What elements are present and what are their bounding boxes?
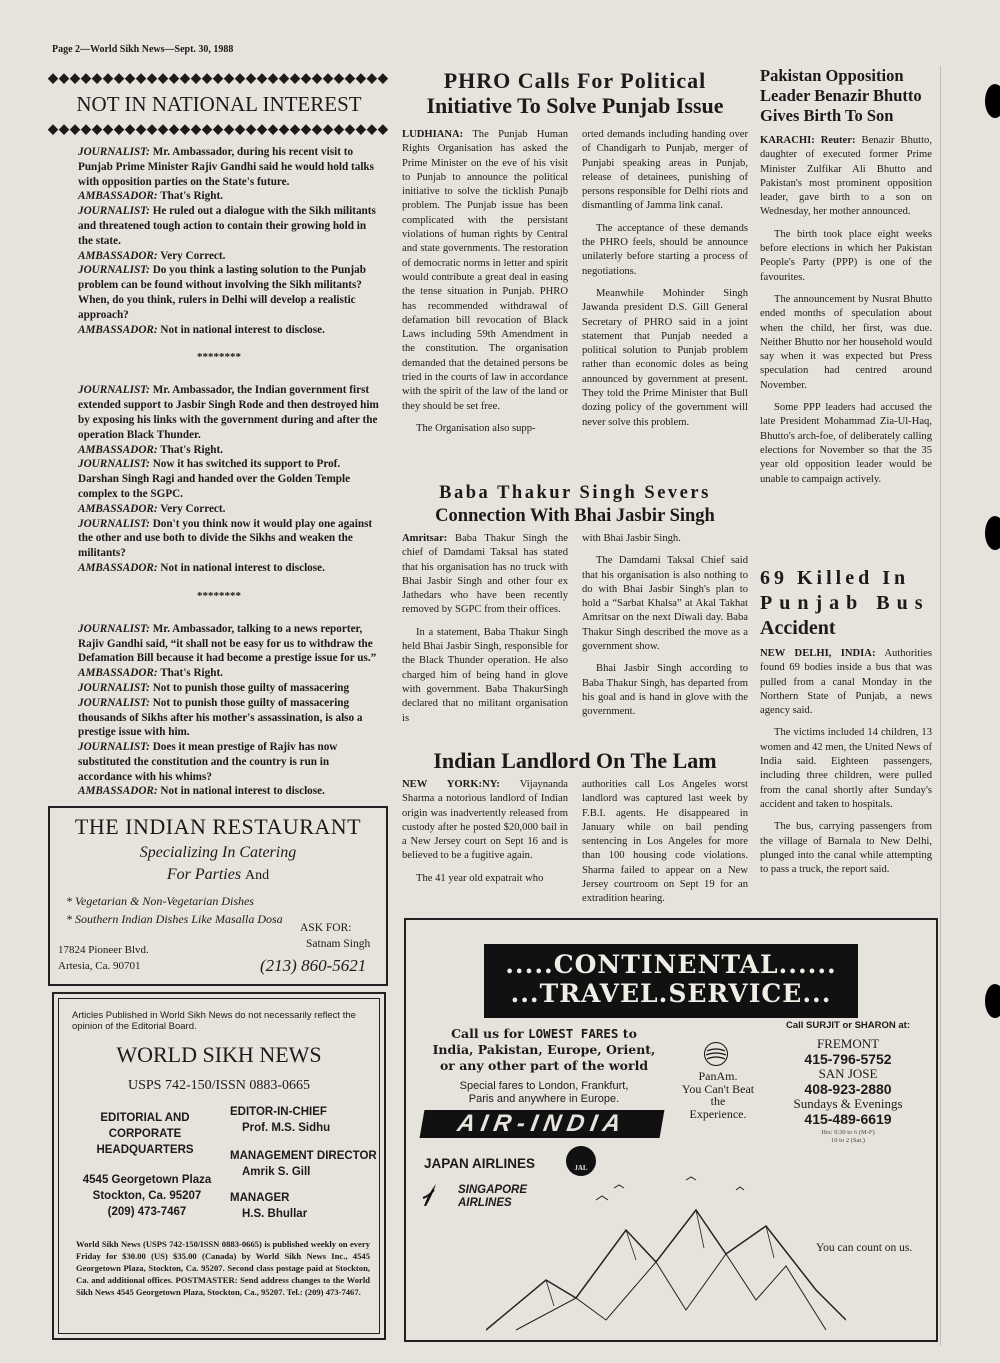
interview-line <box>78 383 382 442</box>
speech: Not in national interest to disclose. <box>157 561 325 574</box>
interview-line <box>78 561 382 576</box>
speech: Don't you think now it would play one against the other and use both to divide the Sikhs and weaken the militants? <box>78 517 373 560</box>
restaurant-item: * Vegetarian & Non-Vegetarian Dishes <box>66 894 254 908</box>
speech: That's Right. <box>157 190 223 203</box>
landlord-col-2 <box>582 778 748 915</box>
paragraph: The Damdami Taksal Chief said that his organisation is also nothing to do with Bhai Jasbir Singh's plan to hold a “Sarbat Khalsa” at Akal Takhat Amritsar on the next Diwali day. Baba Thakur Singh described the move as a government show. <box>582 555 748 653</box>
interview-title: NOT IN NATIONAL INTEREST <box>76 92 362 116</box>
speaker: JOURNALIST: <box>78 384 150 397</box>
hours <box>774 1129 922 1145</box>
paragraph: Authorities found 69 bodies inside a bus that was pulled from a canal Monday in the Northern State of Punjab, a news agency said. <box>760 648 933 717</box>
phone-number: 415-489-6619 <box>804 1111 892 1127</box>
phone-number: 415-796-5752 <box>804 1051 892 1067</box>
speaker: JOURNALIST: <box>78 146 150 158</box>
interview-line <box>78 740 382 784</box>
dateline: LUDHIANA: <box>402 129 464 140</box>
ask-for: ASK FOR: <box>300 922 352 934</box>
panam-globe-svg <box>705 1043 727 1065</box>
interview-line <box>78 204 382 248</box>
paper-title: WORLD SIKH NEWS <box>116 1042 322 1067</box>
phro-col-2 <box>582 128 748 438</box>
interview-line <box>78 249 382 264</box>
contact-panel <box>774 1020 922 1145</box>
mountain-illustration <box>486 1170 846 1334</box>
staff-name: H.S. Bhullar <box>242 1208 308 1220</box>
interview-line <box>78 696 382 740</box>
speaker: JOURNALIST: <box>78 622 150 635</box>
interview-block-1 <box>78 145 382 337</box>
speech: That's Right. <box>157 443 223 456</box>
paragraph: Baba Thakur Singh the chief of Damdami Taksal has stated that his organisation has no truck with Bhai Jasbir Singh and other four ex Jathedars who have been recently removed by SGPC from their offices. <box>402 533 568 616</box>
tagline: You can count on us. <box>816 1242 913 1254</box>
headline-line: Punjab Bus <box>760 592 930 614</box>
paragraph: The announcement by Nusrat Bhutto ended months of speculation about when the child, her first, was due. Neither Bhutto nor her household would say when it was expected but Press speculation had centred around November. <box>760 293 932 391</box>
paragraph: Benazir Bhutto, daughter of executed former Prime Minister Zulfikar Ali Bhutto and Pakistan's most prominent opposition leader, gave birth to a son on Wednesday, her mother announced. <box>760 135 932 218</box>
banner-line: .....CONTINENTAL...... <box>505 950 837 979</box>
page-edge-line <box>940 66 941 1346</box>
paragraph: The Organisation also supp- <box>416 422 536 434</box>
panam-line: You Can't Beat <box>681 1081 755 1096</box>
address-line: Stockton, Ca. 95207 <box>92 1190 202 1202</box>
paragraph: The victims included 14 children, 13 women and 42 men, the United News of India said. Eighteen passengers, including three children, were pulled from the canal shortly after Sunday's accident and taken to hospitals. <box>760 727 932 810</box>
staff-label: MANAGEMENT DIRECTOR <box>230 1150 377 1162</box>
headline-line: Initiative To Solve Punjab Issue <box>426 93 724 118</box>
speech: Mr. Ambassador, the Indian government first extended support to Jasbir Singh Rode and then destroyed him by exposing his links with the government during and after the operation Black Thunder. <box>78 384 379 441</box>
speaker: AMBASSADOR: <box>78 785 158 798</box>
dateline: NEW DELHI, INDIA: <box>760 648 876 659</box>
speech: Not in national interest to disclose. <box>157 323 325 336</box>
speaker: JOURNALIST: <box>78 264 150 277</box>
speech: Now it has switched its support to Prof. Darshan Singh Ragi and handed over the Golden Temple complex to the SGPC. <box>78 458 351 500</box>
call-line: or any other part of the world <box>439 1058 649 1073</box>
punch-hole <box>985 516 1000 550</box>
interview-line <box>78 323 382 338</box>
speech: Do you think a lasting solution to the Punjab problem can be found without involving the Sikh militants? When, do you think, rulers in Delhi will develop a realistic approach? <box>78 264 366 321</box>
japan-airlines-logo: JAPAN AIRLINES <box>424 1156 536 1171</box>
air-india-logo: AIR-INDIA <box>420 1110 665 1138</box>
hq-line: CORPORATE <box>108 1128 182 1140</box>
dateline: Amritsar: <box>402 533 448 544</box>
banner-line: ...TRAVEL.SERVICE... <box>510 979 832 1008</box>
interview-line <box>78 443 382 458</box>
interview-line <box>78 457 382 501</box>
paragraph: Some PPP leaders had accused the late President Mohammad Zia-Ul-Haq, Bhutto's arch-foe, of deliberately calling elections for November so that the 35 year old opposition leader would be unable to campaign actively. <box>760 402 932 485</box>
restaurant-tag-2-text: For Parties <box>166 866 242 883</box>
location: SAN JOSE <box>818 1066 878 1081</box>
speech: Not in national interest to disclose. <box>157 785 325 798</box>
speech: Not to punish those guilty of massacering <box>149 681 350 694</box>
punch-hole <box>985 984 1000 1018</box>
paragraph: Bhai Jasbir Singh according to Baba Thakur Singh, has departed from his goal and is hand in glove with the government. <box>582 663 748 718</box>
travel-ad <box>404 918 938 1342</box>
staff-label: MANAGER <box>230 1192 290 1204</box>
hq-line: HEADQUARTERS <box>96 1144 194 1156</box>
interview-line <box>78 189 382 204</box>
interview-section <box>48 70 390 799</box>
dateline: NEW YORK:NY: <box>402 779 500 790</box>
hours-line: 10 to 2 (Sat.) <box>831 1137 865 1144</box>
dotted-rule: ◆◆◆◆◆◆◆◆◆◆◆◆◆◆◆◆◆◆◆◆◆◆◆◆◆◆◆◆◆◆◆ <box>48 70 389 85</box>
restaurant-tag-2-and: And <box>245 868 270 883</box>
contact-name: Satnam Singh <box>306 938 371 950</box>
paragraph: The bus, carrying passengers from the village of Barnala to New Delhi, plunged into the canal while attempting to pass a truck, the report said. <box>760 821 932 876</box>
special-fares <box>428 1080 660 1106</box>
paragraph: The acceptance of these demands the PHRO feels, should be announce unilaterly before starting a process of negotiations. <box>582 222 748 277</box>
phro-col-1 <box>402 128 568 436</box>
singapore-bird-svg <box>422 1182 438 1208</box>
speaker: AMBASSADOR: <box>78 323 158 336</box>
baba-article <box>400 482 750 528</box>
headline-line: Baba Thakur Singh Severs <box>439 483 711 503</box>
interview-line <box>78 666 382 681</box>
paragraph: The Punjab Human Rights Organisation has asked the Prime Minister on the eve of his visit to Punjab to announce the political initiative to solve the ticklish Punajb problem. The Punjab issue has been complicated with the persistant violations of human rights by Central and state governments. The restoration of democratic norms in letter and spirit would contribute a great deal in easing the tense situation in Punjab. PHRO has recommended withdrawal of defamation bill revocation of Black Laws including 59th Amendment in the constitution. The organisation demanded that the detained persons be tried in the courts of law in accordance with the spirit of the law of the land or they should be set free. <box>402 129 568 412</box>
usps: USPS 742-150/ISSN 0883-0665 <box>127 1078 311 1093</box>
baba-col-2 <box>582 532 748 728</box>
interview-line <box>78 622 382 666</box>
interview-line <box>78 517 382 561</box>
speaker: AMBASSADOR: <box>78 443 158 456</box>
speech: Mr. Ambassador, talking to a news reporter, Rajiv Gandhi said, “it shall not be easy for us to withdraw the Defamation Bill because it had become a prestige issue for us.” <box>78 622 377 665</box>
landlord-headline: Indian Landlord On The Lam <box>433 748 717 773</box>
restaurant-item: * Southern Indian Dishes Like Masalla Dosa <box>66 912 283 926</box>
paragraph: The birth took place eight weeks before elections in which her Pakistan People's Party (PPP) is one of the favourites. <box>760 228 932 283</box>
staff-name: Amrik S. Gill <box>242 1166 311 1178</box>
staff-label: EDITOR-IN-CHIEF <box>230 1106 327 1118</box>
restaurant-tag-1: Specializing In Catering <box>139 844 297 861</box>
interview-line <box>78 145 382 189</box>
dateline: KARACHI: Reuter: <box>760 135 856 146</box>
restaurant-address-1: 17824 Pioneer Blvd. <box>58 944 149 956</box>
speaker: JOURNALIST: <box>78 696 150 709</box>
speech: Very Correct. <box>157 249 226 262</box>
restaurant-ad <box>48 806 388 986</box>
singapore-bird-icon <box>422 1182 438 1208</box>
headline-line: PHRO Calls For Political <box>443 68 707 93</box>
phro-article <box>400 68 750 118</box>
paragraph: The 41 year old expatrait who <box>416 872 544 884</box>
interview-line <box>78 263 382 322</box>
restaurant-tag-2 <box>50 866 386 884</box>
panam-globe-icon <box>704 1042 728 1066</box>
panam-line: the <box>710 1094 726 1108</box>
panam-ad <box>676 1070 760 1120</box>
speaker: JOURNALIST: <box>78 517 150 530</box>
landlord-col-1 <box>402 778 568 894</box>
speech: Mr. Ambassador, during his recent visit to Punjab Prime Minister Rajiv Gandhi said he would hold talks with opposition parties on the State's future. <box>78 146 374 188</box>
headline-line: 69 Killed In <box>760 567 910 589</box>
staff-name: Prof. M.S. Sidhu <box>242 1122 331 1134</box>
page-line: Page 2—World Sikh News—Sept. 30, 1988 <box>52 44 234 55</box>
travel-banner <box>484 944 858 1018</box>
interview-block-3 <box>78 622 382 800</box>
singapore-line: AIRLINES <box>458 1197 512 1209</box>
bhutto-headline <box>760 66 932 126</box>
speaker: AMBASSADOR: <box>78 667 158 680</box>
headline-line: Gives Birth To Son <box>760 106 894 125</box>
interview-line <box>78 502 382 517</box>
speaker: AMBASSADOR: <box>78 561 158 574</box>
hours-line: Hrs: 9:30 to 6 (M-F) <box>821 1129 875 1136</box>
speaker: JOURNALIST: <box>78 458 150 471</box>
fine-print: World Sikh News (USPS 742-150/ISSN 0883-0665) is published weekly on every Friday for $30.00 (US) $35.00 (Canada) by World Sikh News Inc., 4545 Georgetown Plaza, Stockton, Ca. 95207. Second class postage paid at Stockton, Ca. and additional offices. POSTMASTER: Send address changes to the World Sikh News 4545 Georgetown Plaza, Stockton, Ca., 95207. Tel.: (209) 473-7467. <box>76 1239 370 1297</box>
panam-line: PanAm. <box>698 1069 738 1083</box>
disclaimer: Articles Published in World Sikh News do not necessarily reflect the opinion of the Editorial Board. <box>72 1010 356 1032</box>
speaker: JOURNALIST: <box>78 741 150 754</box>
speech: Does it mean prestige of Rajiv has now substituted the constitution and the country is run in accordance with his whims? <box>78 741 338 783</box>
paragraph: authorities call Los Angeles worst landlord was captured last week by F.B.I. agents. He disappeared in January while on bail pending sentencing in Los Angeles for more than 100 housing code violations. Sharma failed to appear on a New Jersey courtroom on Sept 19 for an extradition hearing. <box>582 779 748 905</box>
baba-headline <box>400 482 750 528</box>
address-line: (209) 473-7467 <box>107 1206 187 1218</box>
speaker: AMBASSADOR: <box>78 249 158 262</box>
phro-headline <box>400 68 750 118</box>
hq-line: EDITORIAL AND <box>100 1112 190 1124</box>
punch-hole <box>985 84 1000 118</box>
dotted-rule: ◆◆◆◆◆◆◆◆◆◆◆◆◆◆◆◆◆◆◆◆◆◆◆◆◆◆◆◆◆◆◆ <box>48 121 389 136</box>
headline-line: Accident <box>760 617 836 639</box>
address-line: 4545 Georgetown Plaza <box>82 1174 212 1186</box>
paragraph: Meanwhile Mohinder Singh Jawanda president D.S. Gill General Secretary of PHRO said in a joint statement that Punjab needed a political solution to Punjab problem rather than economic doles as being announced by government at present. They told the Prime Minister that Bull dozing policy of the government will never solve this problem. <box>582 287 748 428</box>
masthead-box <box>52 992 386 1340</box>
bhutto-article <box>760 66 932 495</box>
restaurant-phone: (213) 860-5621 <box>260 956 367 975</box>
panam-line: Experience. <box>689 1106 747 1121</box>
interview-line <box>78 681 382 696</box>
call-line: India, Pakistan, Europe, Orient, <box>432 1042 656 1057</box>
call-us <box>428 1026 660 1074</box>
bus-headline <box>760 566 932 641</box>
paragraph: In a statement, Baba Thakur Singh held Bhai Jasbir Singh, responsible for the Black Thunder operation. He also charged him of being hand in glove with government. Baba ThakurSingh declared that no militant organisation is <box>402 626 568 724</box>
staff-list <box>230 1104 380 1222</box>
paragraph: orted demands including handing over of Chandigarh to Punjab, merger of Punjabi speaking areas in Punjab, release of detainees, punishing of persons responsible for Delhi riots and dismantling of Jamma link canal. <box>582 129 748 212</box>
call-line: Call us for LOWEST FARES to <box>451 1026 637 1041</box>
bus-article <box>760 566 932 885</box>
separator: ******** <box>197 351 241 364</box>
jal-text: JAL <box>574 1164 588 1172</box>
hq-label <box>80 1110 210 1158</box>
speaker: AMBASSADOR: <box>78 502 158 515</box>
paragraph: Vijaynanda Sharma a notorious landlord of Indian origin was inadvertently released from custody after he posted $20,000 bail in a New Jersey court on Sept 16 and is believed to be a fugitive again. <box>402 779 568 862</box>
speaker: JOURNALIST: <box>78 205 150 218</box>
paragraph: with Bhai Jasbir Singh. <box>582 533 681 544</box>
special-line: Special fares to London, Frankfurt, <box>459 1080 629 1092</box>
interview-line <box>78 784 382 799</box>
speech: That's Right. <box>157 667 223 680</box>
singapore-line: SINGAPORE <box>458 1184 528 1196</box>
headline-line: Connection With Bhai Jasbir Singh <box>435 506 715 526</box>
speech: He ruled out a dialogue with the Sikh militants and threatened tough action to contain their growing hold in the state. <box>78 205 376 247</box>
restaurant-name: THE INDIAN RESTAURANT <box>74 814 362 839</box>
special-line: Paris and anywhere in Europe. <box>468 1093 620 1105</box>
headline-line: Leader Benazir Bhutto <box>760 86 922 105</box>
speaker: AMBASSADOR: <box>78 190 158 203</box>
interview-block-2 <box>78 383 382 575</box>
restaurant-address-2: Artesia, Ca. 90701 <box>58 960 141 972</box>
headline-line: Pakistan Opposition <box>760 66 904 85</box>
location: Sundays & Evenings <box>793 1096 903 1111</box>
separator: ******** <box>197 589 241 602</box>
location: FREMONT <box>816 1036 880 1051</box>
speech: Very Correct. <box>157 502 226 515</box>
hq-address <box>72 1172 222 1220</box>
speaker: JOURNALIST: <box>78 681 150 694</box>
call-label: Call SURJIT or SHARON at: <box>785 1020 911 1031</box>
speech: Not to punish those guilty of massacering thousands of Sikhs after his mother's assassination, is also a prestige issue with him. <box>78 696 363 739</box>
baba-col-1 <box>402 532 568 734</box>
phone-number: 408-923-2880 <box>804 1081 892 1097</box>
